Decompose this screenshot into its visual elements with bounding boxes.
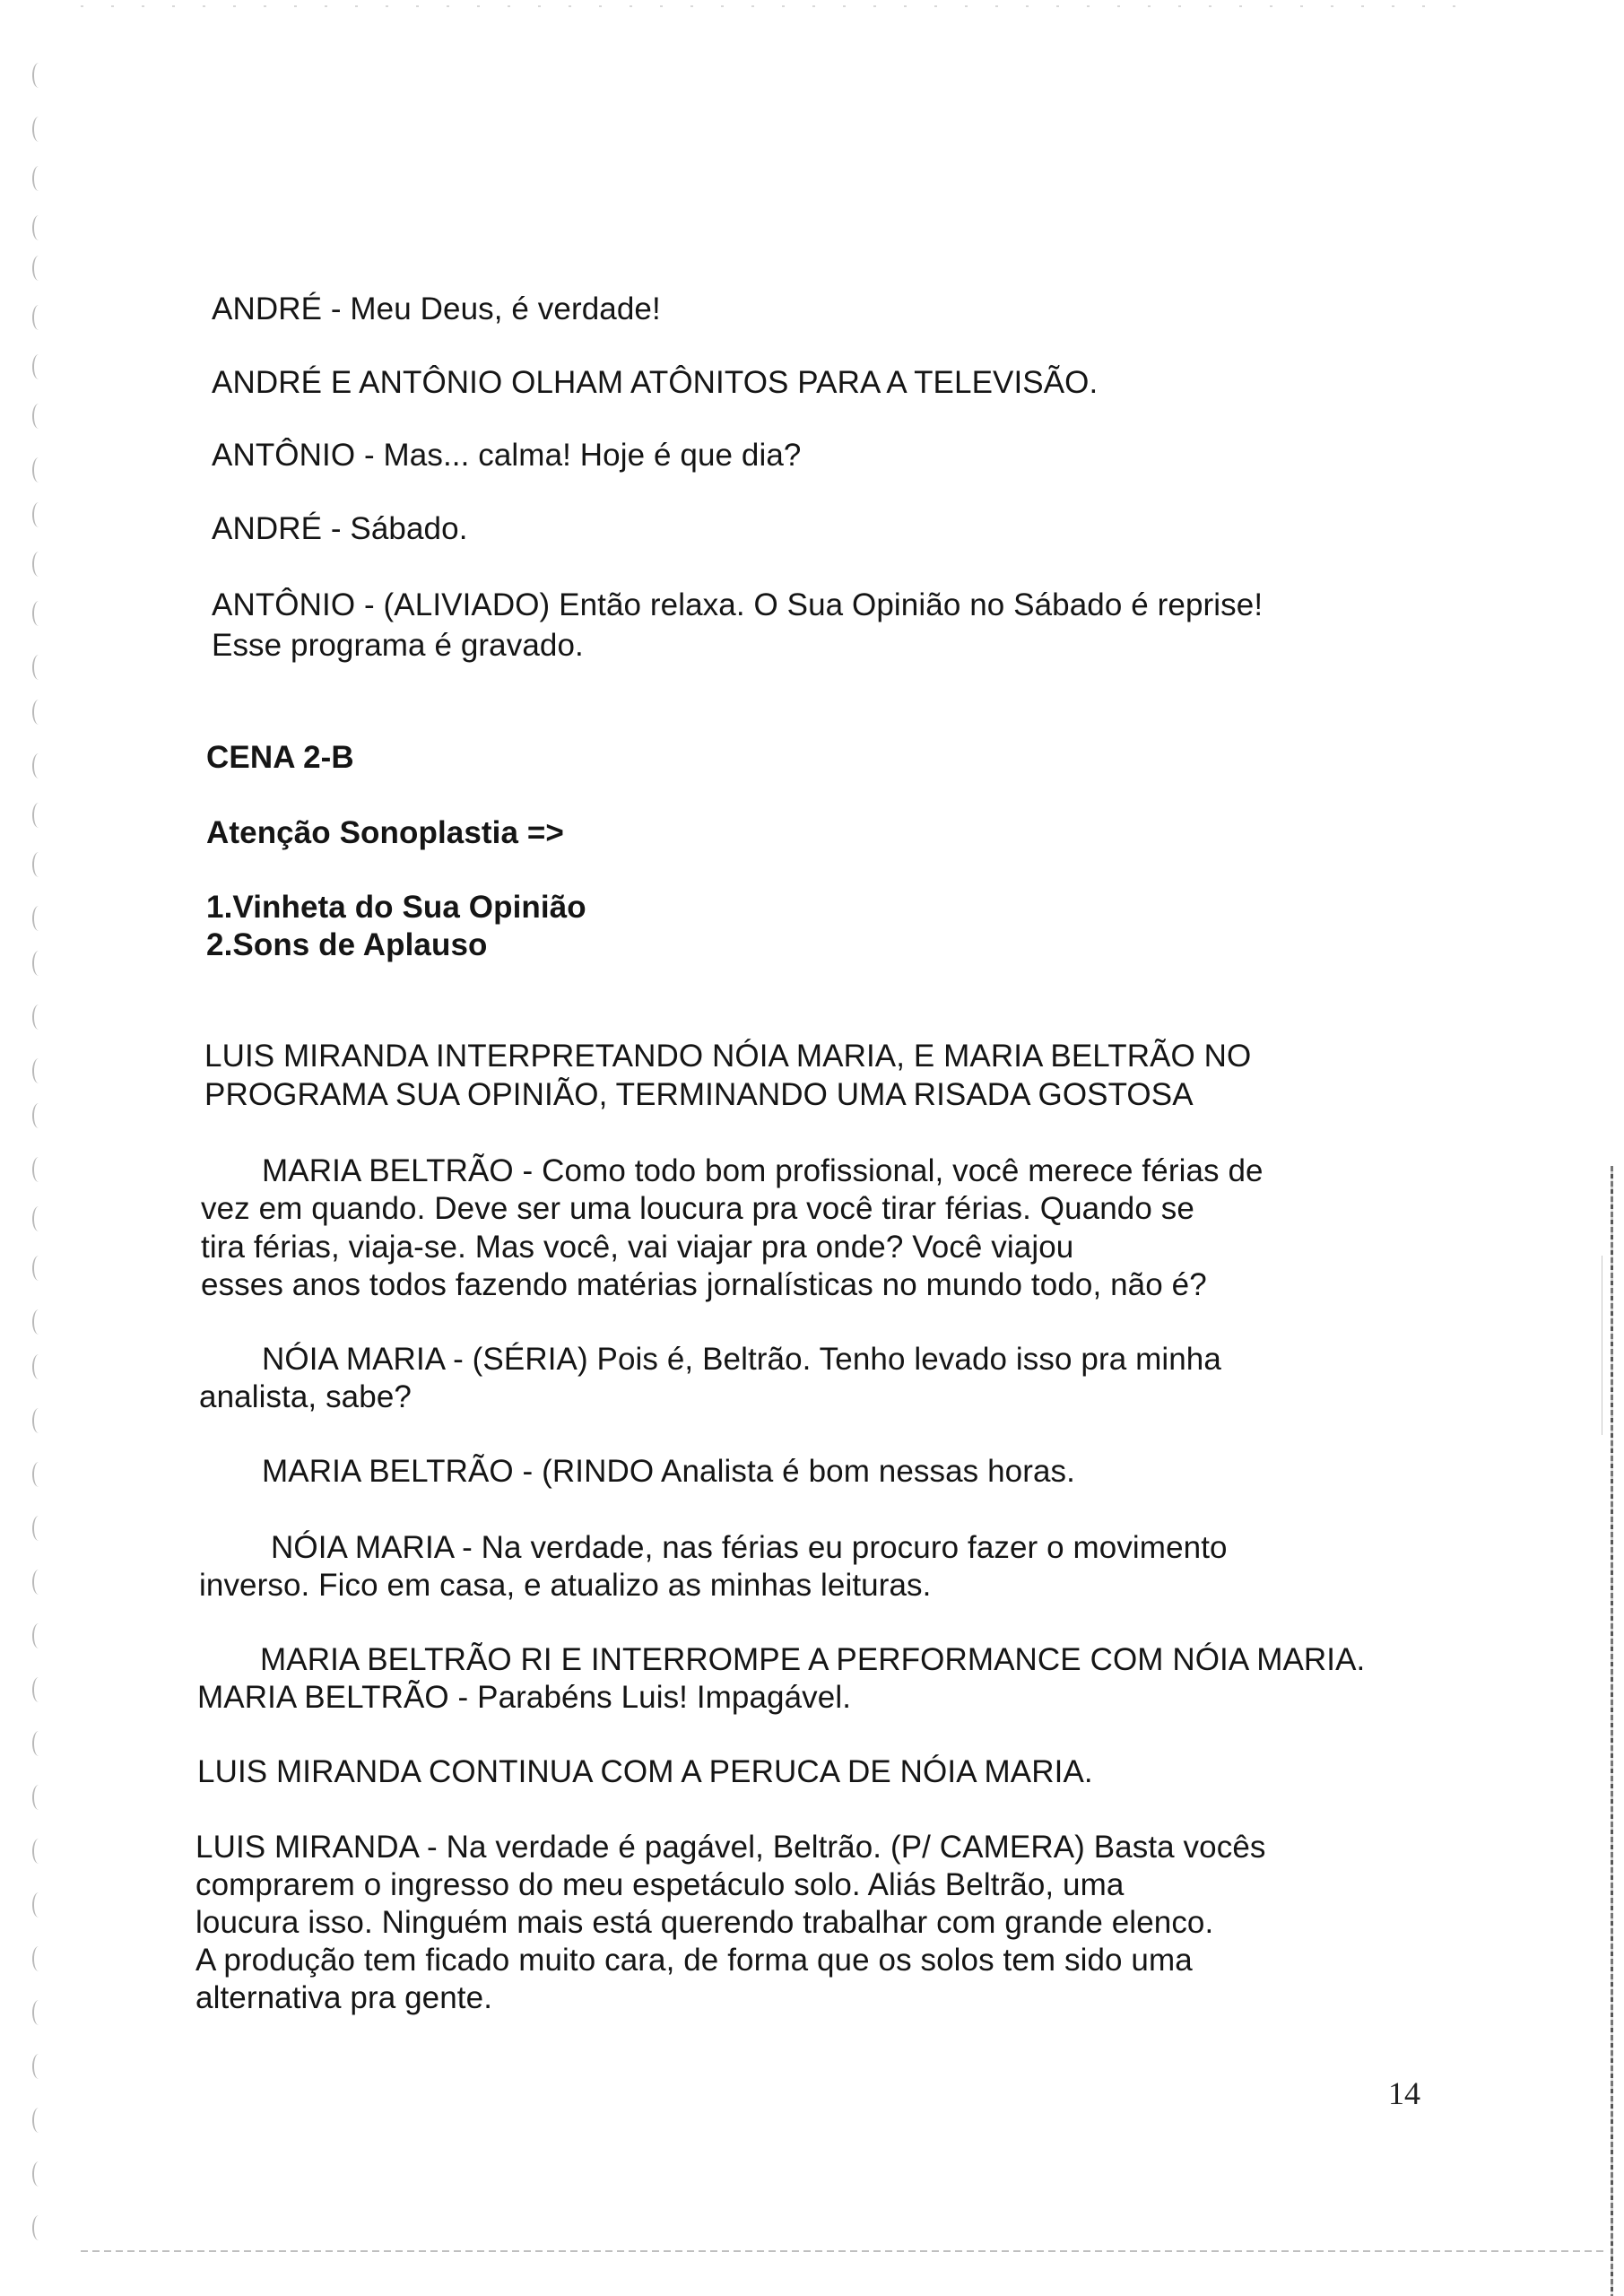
dialogue-line: ANTÔNIO - Mas... calma! Hoje é que dia? xyxy=(212,438,802,473)
stage-direction: LUIS MIRANDA CONTINUA COM A PERUCA DE NÓIA MARIA. xyxy=(197,1754,1093,1789)
dialogue-line: NÓIA MARIA - (SÉRIA) Pois é, Beltrão. Tenho levado isso pra minha xyxy=(262,1342,1221,1377)
dialogue-line: alternativa pra gente. xyxy=(195,1980,493,2015)
dialogue-line: analista, sabe? xyxy=(199,1379,412,1414)
scene-heading: CENA 2-B xyxy=(206,740,354,775)
dialogue-line: NÓIA MARIA - Na verdade, nas férias eu procuro fazer o movimento xyxy=(271,1530,1228,1565)
dialogue-line: esses anos todos fazendo matérias jornalísticas no mundo todo, não é? xyxy=(201,1267,1207,1302)
stage-direction: PROGRAMA SUA OPINIÃO, TERMINANDO UMA RISADA GOSTOSA xyxy=(204,1077,1194,1112)
dialogue-line: Esse programa é gravado. xyxy=(212,628,584,663)
scan-edge-right xyxy=(1611,1166,1613,2296)
page-number: 14 xyxy=(1388,2075,1420,2111)
dialogue-line: LUIS MIRANDA - Na verdade é pagável, Beltrão. (P/ CAMERA) Basta vocês xyxy=(195,1830,1266,1865)
dialogue-line: vez em quando. Deve ser uma loucura pra você tirar férias. Quando se xyxy=(201,1191,1194,1226)
scan-artifact-bottom xyxy=(81,2250,1605,2252)
scan-artifact-top xyxy=(81,5,1480,7)
stage-direction: MARIA BELTRÃO RI E INTERROMPE A PERFORMANCE COM NÓIA MARIA. xyxy=(260,1642,1366,1677)
dialogue-line: ANDRÉ - Meu Deus, é verdade! xyxy=(212,291,661,326)
sound-item: 2.Sons de Aplauso xyxy=(206,927,488,962)
stage-direction: LUIS MIRANDA INTERPRETANDO NÓIA MARIA, E MARIA BELTRÃO NO xyxy=(204,1039,1252,1074)
dialogue-line: MARIA BELTRÃO - Parabéns Luis! Impagável. xyxy=(197,1680,852,1715)
dialogue-line: A produção tem ficado muito cara, de forma que os solos tem sido uma xyxy=(195,1943,1193,1978)
dialogue-line: MARIA BELTRÃO - (RINDO Analista é bom nessas horas. xyxy=(262,1454,1075,1489)
dialogue-line: comprarem o ingresso do meu espetáculo solo. Aliás Beltrão, uma xyxy=(195,1867,1125,1902)
dialogue-line: ANDRÉ - Sábado. xyxy=(212,511,468,546)
dialogue-line: ANTÔNIO - (ALIVIADO) Então relaxa. O Sua Opinião no Sábado é reprise! xyxy=(212,587,1264,622)
sound-item: 1.Vinheta do Sua Opinião xyxy=(206,890,586,925)
dialogue-line: loucura isso. Ninguém mais está querendo trabalhar com grande elenco. xyxy=(195,1905,1214,1940)
stage-direction: ANDRÉ E ANTÔNIO OLHAM ATÔNITOS PARA A TELEVISÃO. xyxy=(212,365,1099,400)
dialogue-line: MARIA BELTRÃO - Como todo bom profissional, você merece férias de xyxy=(262,1153,1264,1188)
sound-heading: Atenção Sonoplastia => xyxy=(206,815,564,850)
dialogue-line: inverso. Fico em casa, e atualizo as minhas leituras. xyxy=(199,1568,932,1603)
binding-holes xyxy=(23,45,59,2278)
dialogue-line: tira férias, viaja-se. Mas você, vai viajar pra onde? Você viajou xyxy=(201,1230,1074,1265)
